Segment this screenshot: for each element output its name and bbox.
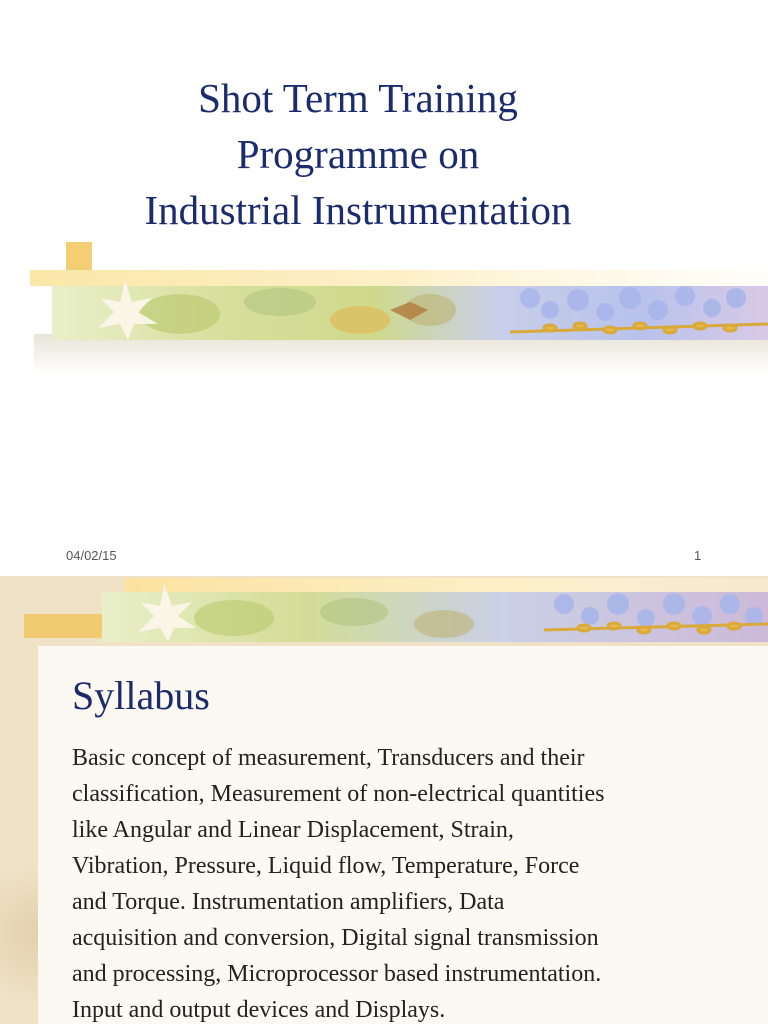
- body-line: Vibration, Pressure, Liquid flow, Temperature, Force: [72, 853, 580, 879]
- slide-2: [0, 576, 768, 1024]
- title-line-1: Shot Term Training: [198, 75, 518, 121]
- body-line: like Angular and Linear Displacement, Strain,: [72, 817, 514, 843]
- slide-1-title: [0, 70, 716, 238]
- slide-2-title: Syllabus: [72, 673, 210, 718]
- body-line: Basic concept of measurement, Transducers and their: [72, 745, 585, 771]
- page-number: 1: [694, 548, 702, 563]
- footer-date: 04/02/15: [66, 548, 117, 563]
- syllabus-body: [72, 740, 762, 1028]
- leaf-banner-image: [30, 240, 768, 380]
- body-line: classification, Measurement of non-electrical quantities: [72, 781, 605, 807]
- body-line: and processing, Microprocessor based instrumentation.: [72, 961, 602, 987]
- title-line-3: Industrial Instrumentation: [144, 187, 572, 233]
- body-line: Input and output devices and Displays.: [72, 997, 446, 1023]
- body-line: and Torque. Instrumentation amplifiers, Data: [72, 889, 505, 915]
- body-line: acquisition and conversion, Digital signal transmission: [72, 925, 599, 951]
- title-line-2: Programme on: [236, 131, 480, 177]
